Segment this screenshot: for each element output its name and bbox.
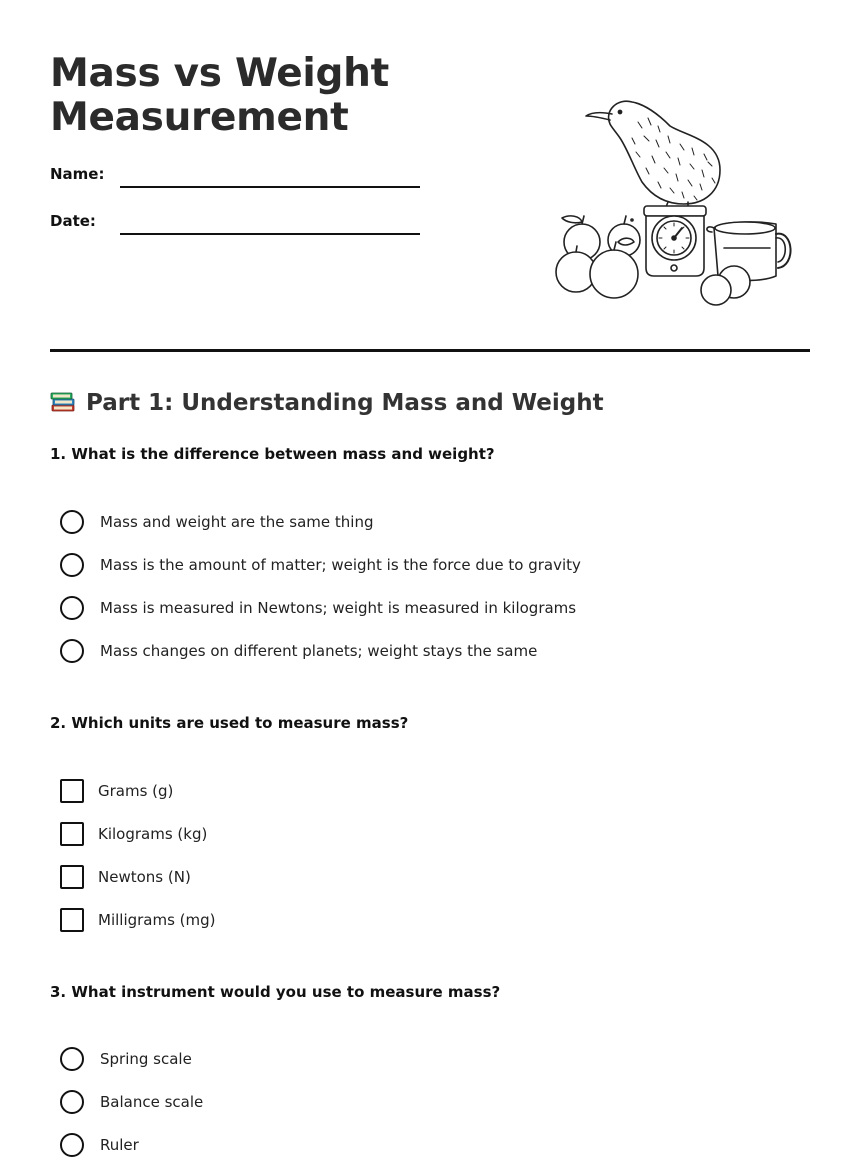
kitchen-scale-icon xyxy=(644,206,706,276)
q2-option-3[interactable] xyxy=(60,865,191,889)
q1-option-2[interactable] xyxy=(60,553,581,577)
section-title-part-1 xyxy=(50,388,604,416)
option-label: Mass changes on different planets; weight stays the same xyxy=(100,642,538,660)
radio-button[interactable] xyxy=(60,1047,84,1071)
radio-button[interactable] xyxy=(60,510,84,534)
q1-option-1[interactable] xyxy=(60,510,373,534)
title-line-1: Mass vs Weight xyxy=(50,51,389,96)
option-label: Mass and weight are the same thing xyxy=(100,513,374,531)
checkbox[interactable] xyxy=(60,779,84,803)
measuring-jug-icon xyxy=(707,222,791,281)
worksheet-title xyxy=(50,52,389,140)
title-line-2: Measurement xyxy=(50,95,349,140)
oranges-icon xyxy=(701,266,750,305)
question-3: 3. What instrument would you use to measure mass? xyxy=(50,983,501,1001)
option-label: Spring scale xyxy=(100,1050,192,1068)
option-label: Balance scale xyxy=(100,1093,204,1111)
q2-option-1[interactable] xyxy=(60,779,173,803)
q1-option-4[interactable] xyxy=(60,639,537,663)
q1-option-3[interactable] xyxy=(60,596,576,620)
option-label: Newtons (N) xyxy=(98,868,191,886)
q3-option-2[interactable] xyxy=(60,1090,203,1114)
checkbox[interactable] xyxy=(60,908,84,932)
option-label: Grams (g) xyxy=(98,782,174,800)
radio-button[interactable] xyxy=(60,1133,84,1157)
radio-button[interactable] xyxy=(60,596,84,620)
date-label: Date: xyxy=(50,212,96,230)
header-divider xyxy=(50,349,810,352)
date-field[interactable] xyxy=(120,233,420,235)
name-label: Name: xyxy=(50,165,105,183)
option-label: Milligrams (mg) xyxy=(98,911,216,929)
name-field[interactable] xyxy=(120,186,420,188)
checkbox[interactable] xyxy=(60,822,84,846)
option-label: Kilograms (kg) xyxy=(98,825,208,843)
q2-option-4[interactable] xyxy=(60,908,216,932)
option-label: Ruler xyxy=(100,1136,139,1154)
radio-button[interactable] xyxy=(60,553,84,577)
section-title-text: Part 1: Understanding Mass and Weight xyxy=(86,390,604,416)
kiwi-bird-icon xyxy=(586,101,720,216)
q2-option-2[interactable] xyxy=(60,822,207,846)
kiwi-on-scale-illustration xyxy=(548,92,798,312)
checkbox[interactable] xyxy=(60,865,84,889)
q3-option-3[interactable] xyxy=(60,1133,139,1157)
option-label: Mass is measured in Newtons; weight is measured in kilograms xyxy=(100,599,577,617)
q3-option-1[interactable] xyxy=(60,1047,192,1071)
books-icon xyxy=(50,388,76,414)
option-label: Mass is the amount of matter; weight is the force due to gravity xyxy=(100,556,581,574)
radio-button[interactable] xyxy=(60,1090,84,1114)
question-1: 1. What is the difference between mass and weight? xyxy=(50,445,495,463)
apples-icon xyxy=(556,216,640,298)
question-2: 2. Which units are used to measure mass? xyxy=(50,714,409,732)
radio-button[interactable] xyxy=(60,639,84,663)
